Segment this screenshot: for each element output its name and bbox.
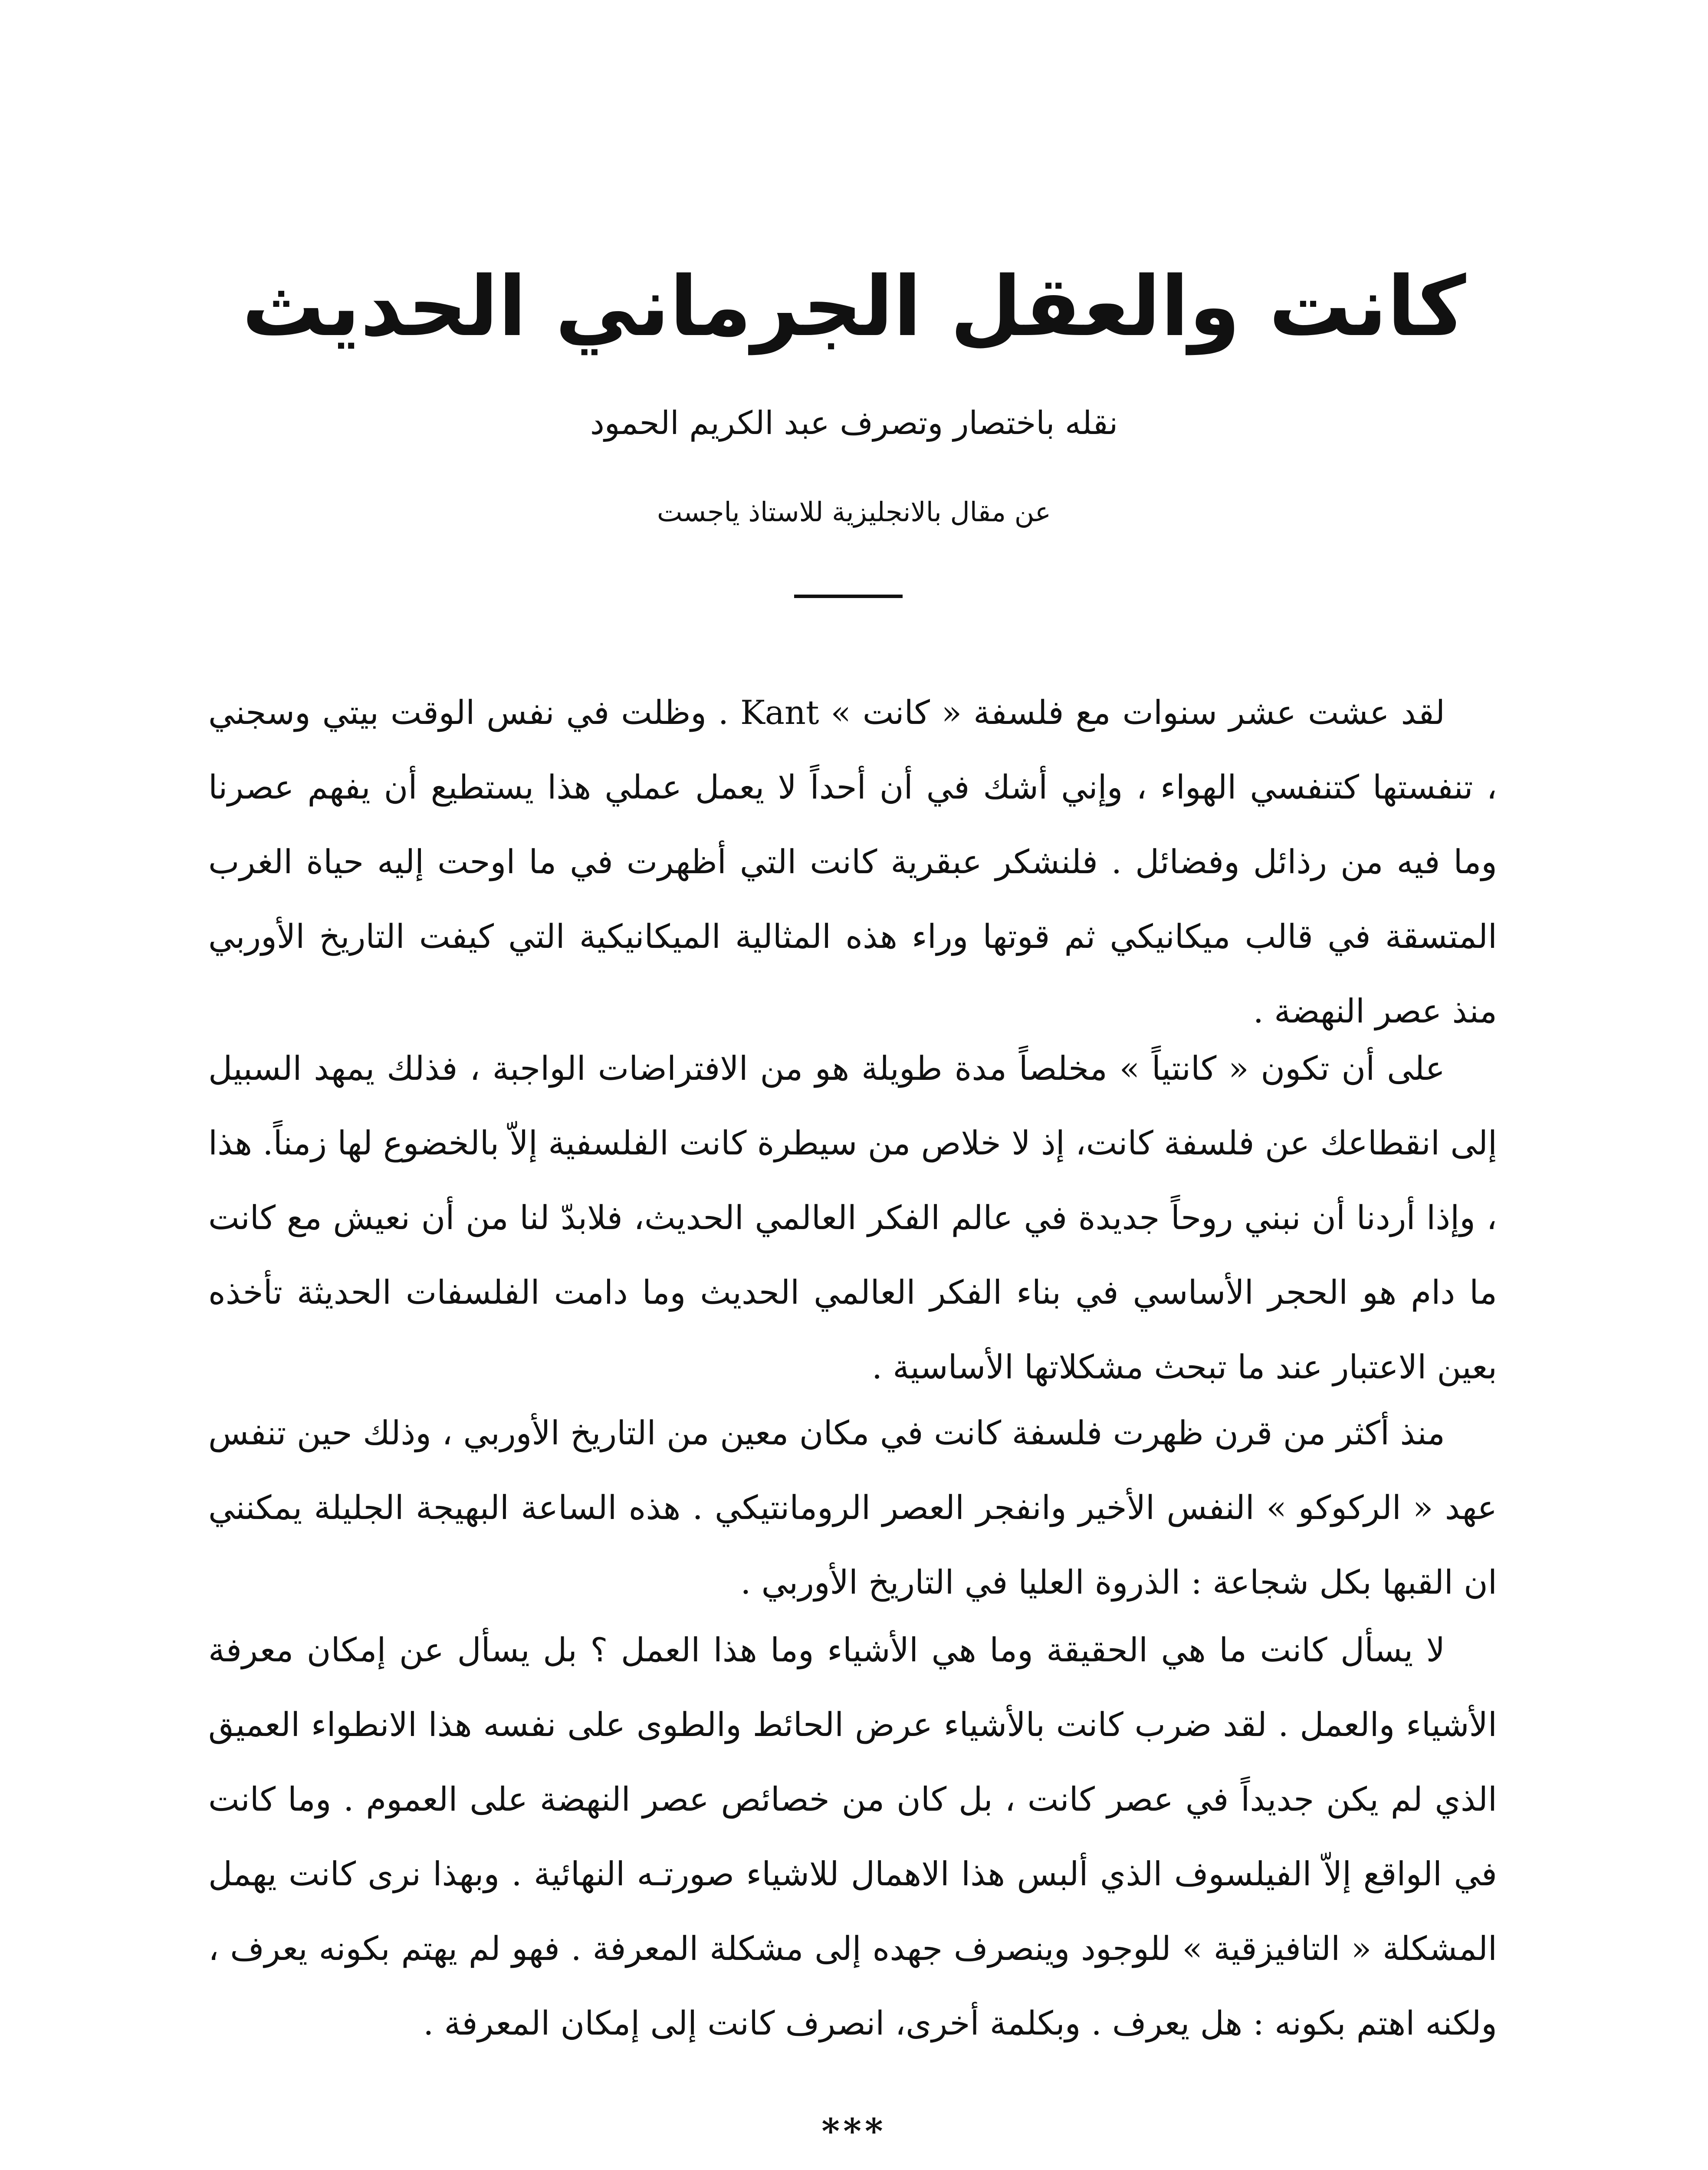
source-note: عن مقال بالانجليزية للاستاذ ياجست [657,496,1051,528]
section-separator: *** [821,2111,887,2151]
paragraph-4: لا يسأل كانت ما هي الحقيقة وما هي الأشياء وما هذا العمل ؟ بل يسأل عن إمكان معرفة الأشياء والعمل . لقد ضرب كانت بالأشياء عرض الحائط والطوى على نفسه هذا الانطواء العميق الذي لم يكن جديداً في عصر كانت ، بل كان من خصائص عصر النهضة على العموم . وما كانت في الواقع إلاّ الفيلسوف الذي ألبس هذا الاهمال للاشياء صورتـه النهائية . وبهذا نرى كانت يهمل المشكلة « التافيزقية » للوجود وينصرف جهده إلى مشكلة المعرفة . فهو لم يهتم بكونه يعرف ، ولكنه اهتم بكونه : هل يعرف . وبكلمة أخرى، انصرف كانت إلى إمكان المعرفة . [208,1631,1497,2042]
paragraph-2: على أن تكون « كانتياً » مخلصاً مدة طويلة هو من الافتراضات الواجبة ، فذلك يمهد السبيل إلى انقطاعك عن فلسفة كانت، إذ لا خلاص من سيطرة كانت الفلسفية إلاّ بالخضوع لها زمناً. هذا ، وإذا أردنا أن نبني روحاً جديدة في عالم الفكر العالمي الحديث، فلابدّ لنا من أن نعيش مع كانت ما دام هو الحجر الأساسي في بناء الفكر العالمي الحديث وما دامت الفلسفات الحديثة تأخذه بعين الاعتبار عند ما تبحث مشكلاتها الأساسية . [208,1049,1497,1386]
paragraph-1: لقد عشت عشر سنوات مع فلسفة « كانت » Kant . وظلت في نفس الوقت بيتي وسجني ، تنفستها كتنفسي الهواء ، وإني أشك في أن أحداً لا يعمل عملي هذا يستطيع أن يفهم عصرنا وما فيه من رذائل وفضائل . فلنشكر عبقرية كانت التي أظهرت في ما اوحت إليه حياة الغرب المتسقة في قالب ميكانيكي ثم قوتها وراء هذه المثالية الميكانيكية التي كيفت التاريخ الأوربي منذ عصر النهضة . [208,693,1497,1030]
title-divider [794,595,903,598]
article-title: كانت والعقل الجرماني الحديث [242,259,1466,355]
translator-byline: نقله باختصار وتصرف عبد الكريم الحمود [590,404,1118,442]
paragraph-3: منذ أكثر من قرن ظهرت فلسفة كانت في مكان معين من التاريخ الأوربي ، وذلك حين تنفس عهد « الركوكو » النفس الأخير وانفجر العصر الرومانتيكي . هذه الساعة البهيجة الجليلة يمكنني ان القبها بكل شجاعة : الذروة العليا في التاريخ الأوربي . [208,1414,1497,1601]
